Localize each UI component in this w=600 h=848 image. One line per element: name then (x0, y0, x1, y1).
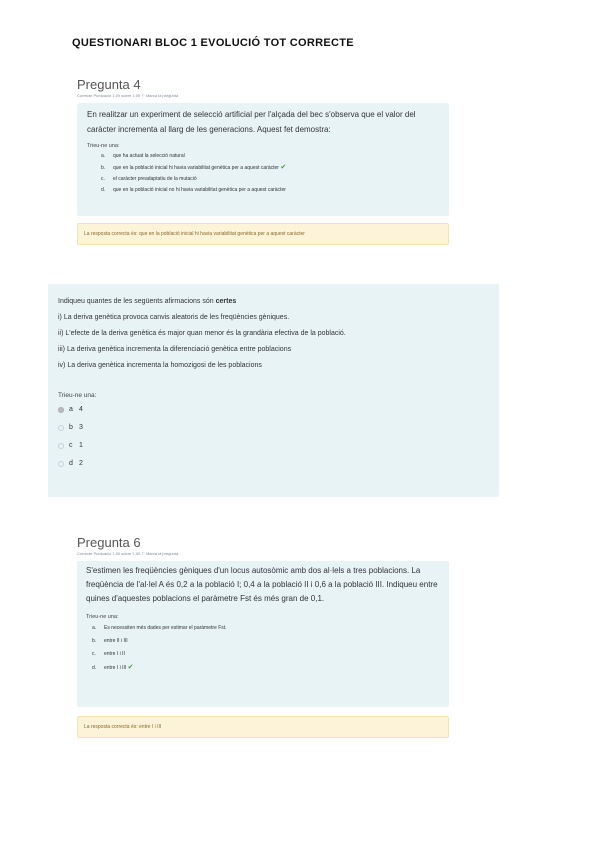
statement-4: iv) La deriva genètica incrementa la homozigosi de les poblacions (58, 362, 262, 369)
question-6-option-d[interactable]: d. entre I i III ✔ (92, 664, 134, 671)
document-title: QUESTIONARI BLOC 1 EVOLUCIÓ TOT CORRECTE (72, 37, 354, 49)
question-6-option-b[interactable]: b. entre II i III (92, 638, 128, 644)
question-5-option-d[interactable]: d 2 (58, 455, 489, 473)
question-4-choose-label: Trieu-ne una: (87, 143, 120, 149)
radio-button[interactable] (58, 461, 64, 467)
question-5-intro: Indiqueu quantes de les següents afirmacions són certes (58, 298, 237, 305)
question-4-option-c[interactable]: c. el caràcter preadaptatiu de la mutació (101, 176, 197, 182)
question-5-option-a[interactable]: a 4 (58, 401, 489, 419)
question-6-option-c[interactable]: c. entre I i II (92, 651, 125, 657)
statement-2: ii) L'efecte de la deriva genètica és major quan menor és la grandària efectiva de la població. (58, 330, 346, 337)
question-4-panel (77, 103, 449, 216)
question-4-meta: Correcte Puntuació 1,00 sobre 1,00 ⚐ Marca la pregunta (77, 93, 179, 98)
question-4-title: Pregunta 4 (77, 77, 141, 92)
radio-button[interactable] (58, 425, 64, 431)
question-4-text: En realitzar un experiment de selecció artificial per l'alçada del bec s'observa que el valor del caràcter incrementa al llarg de les generacions. Aquest fet demostra: (87, 110, 416, 134)
question-6-meta: Correcte Puntuació 1,00 sobre 1,00 ⚐ Marca la pregunta (77, 551, 179, 556)
question-6-title: Pregunta 6 (77, 535, 141, 550)
question-4-option-d[interactable]: d. que en la població inicial no hi havia variabilitat genètica per a aquest caràcter (101, 187, 286, 193)
question-6-header (77, 535, 178, 556)
question-5-option-c[interactable]: c 1 (58, 437, 489, 455)
statement-1: i) La deriva genètica provoca canvis aleatoris de les freqüències gèniques. (58, 314, 290, 321)
question-6-text: S'estimen les freqüències gèniques d'un locus autosòmic amb dos al·lels a tres poblacions. La freqüència de l'al·lel A és 0,2 a la població I; 0,4 a la població II i 0,6 a la població III. Indiqueu entre quines d'aquestes poblacions el paràmetre Fst és més gran de 0,1. (86, 566, 438, 603)
radio-button[interactable] (58, 407, 64, 413)
question-6-choose-label: Trieu-ne una: (86, 614, 119, 620)
question-5-option-b[interactable]: b 3 (58, 419, 489, 437)
question-4-option-b[interactable]: b. que en la població inicial hi havia variabilitat genètica per a aquest caràcter ✔ (101, 164, 287, 171)
question-4-header (77, 77, 178, 98)
question-4-feedback: La resposta correcta és: que en la població inicial hi havia variabilitat genètica per a aquest caràcter (77, 223, 449, 245)
check-icon: ✔ (280, 164, 287, 171)
question-5-choose-label: Trieu-ne una: (58, 392, 97, 399)
radio-button[interactable] (58, 443, 64, 449)
check-icon: ✔ (127, 664, 134, 671)
statement-3: iii) La deriva genètica incrementa la diferenciació genètica entre poblacions (58, 346, 292, 353)
question-6-feedback: La resposta correcta és: entre I i III (77, 716, 449, 738)
question-6-panel (77, 561, 449, 707)
question-5-panel (48, 284, 499, 497)
question-6-option-a[interactable]: a. Es necessiten més dades per estimar el paràmetre Fst. (92, 625, 227, 631)
question-4-option-a[interactable]: a. que ha actuat la selecció natural (101, 153, 185, 159)
